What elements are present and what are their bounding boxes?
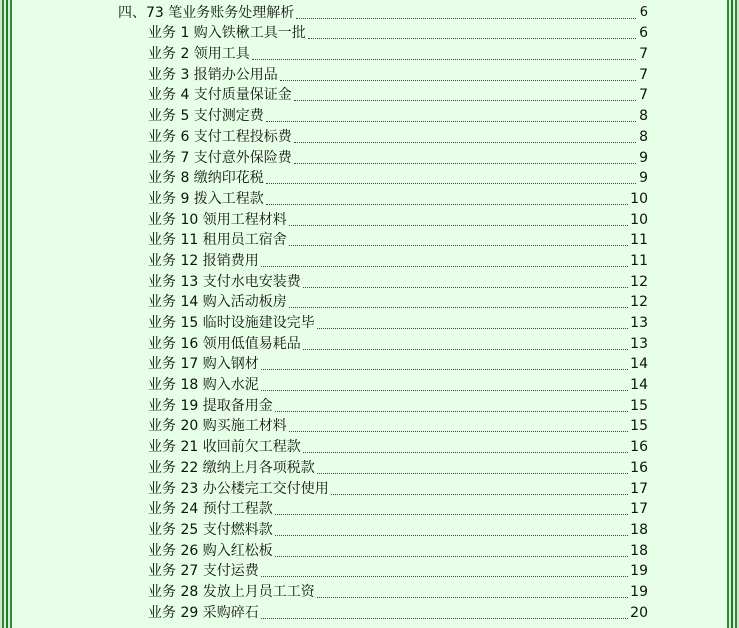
toc-entry-list: [118, 23, 648, 623]
dot-leader: [289, 244, 628, 246]
toc-heading-page: 6: [639, 4, 648, 20]
toc-entry-title: 业务 12 报销费用: [148, 252, 259, 269]
toc-entry-title: 业务 4 支付质量保证金: [148, 87, 292, 104]
dot-leader: [261, 368, 628, 370]
toc-entry[interactable]: [118, 416, 648, 437]
dot-leader: [303, 451, 628, 453]
toc-entry[interactable]: [118, 105, 648, 126]
toc-entry[interactable]: [118, 271, 648, 292]
toc-entry[interactable]: [118, 581, 648, 602]
toc-entry[interactable]: [118, 374, 648, 395]
toc-entry[interactable]: [118, 43, 648, 64]
toc-entry[interactable]: [118, 312, 648, 333]
toc-entry-page: 14: [630, 377, 648, 394]
toc-entry-page: 13: [630, 335, 648, 352]
toc-entry-title: 业务 1 购入铁楸工具一批: [148, 25, 306, 42]
toc-heading-text: 四、73 笔业务账务处理解析: [118, 4, 295, 21]
toc-entry-page: 6: [639, 25, 648, 42]
toc-entry[interactable]: [118, 540, 648, 561]
toc-entry-title: 业务 9 拨入工程款: [148, 190, 264, 207]
toc-entry-page: 18: [630, 542, 648, 559]
toc-entry[interactable]: [118, 499, 648, 520]
dot-leader: [275, 410, 628, 412]
toc-entry-page: 12: [630, 294, 648, 311]
toc-entry[interactable]: [118, 561, 648, 582]
dot-leader: [303, 286, 628, 288]
toc-entry[interactable]: [118, 292, 648, 313]
toc-entry-page: 8: [639, 128, 648, 145]
toc-entry-title: 业务 28 发放上月员工工资: [148, 583, 315, 600]
toc-entry-title: 业务 21 收回前欠工程款: [148, 439, 301, 456]
toc-entry-page: 9: [639, 149, 648, 166]
toc-entry[interactable]: [118, 188, 648, 209]
toc-entry[interactable]: [118, 23, 648, 44]
toc-entry-page: 16: [630, 459, 648, 476]
toc-entry[interactable]: [118, 147, 648, 168]
toc-entry-title: 业务 15 临时设施建设完毕: [148, 315, 315, 331]
dot-leader: [261, 265, 628, 267]
dot-leader: [289, 430, 628, 432]
toc-entry-page: 16: [630, 439, 648, 456]
toc-entry[interactable]: [118, 168, 648, 189]
toc-entry[interactable]: [118, 209, 648, 230]
toc-entry-title: 业务 26 购入红松板: [148, 542, 273, 559]
toc-entry-page: 19: [630, 583, 648, 600]
toc-entry-page: 15: [630, 397, 648, 414]
toc-entry-page: 12: [630, 273, 648, 290]
toc-entry-title: 业务 29 采购碎石: [148, 604, 259, 621]
toc-heading-row[interactable]: [118, 2, 648, 23]
toc-entry[interactable]: [118, 395, 648, 416]
toc-entry[interactable]: [118, 85, 648, 106]
toc-entry-page: 13: [630, 315, 648, 331]
toc-entry-page: 7: [639, 66, 648, 83]
toc-entry[interactable]: [118, 64, 648, 85]
dot-leader: [317, 472, 628, 474]
toc-entry-page: 8: [639, 108, 648, 125]
toc-entry-title: 业务 2 领用工具: [148, 46, 250, 63]
toc-entry-title: 业务 19 提取备用金: [148, 397, 273, 414]
toc-entry-title: 业务 11 租用员工宿舍: [148, 232, 287, 249]
dot-leader: [261, 575, 628, 577]
toc-entry-page: 17: [630, 501, 648, 518]
toc-entry-title: 业务 8 缴纳印花税: [148, 170, 264, 187]
toc-entry-title: 业务 3 报销办公用品: [148, 66, 278, 83]
toc-entry[interactable]: [118, 250, 648, 271]
toc-entry-title: 业务 17 购入钢材: [148, 356, 259, 373]
toc-entry-title: 业务 13 支付水电安装费: [148, 273, 301, 290]
toc-entry-title: 业务 6 支付工程投标费: [148, 128, 292, 145]
toc-entry-page: 20: [630, 604, 648, 621]
toc-entry[interactable]: [118, 478, 648, 499]
dot-leader: [275, 555, 628, 557]
right-decorative-border: [723, 0, 739, 628]
dot-leader: [317, 596, 628, 598]
toc-entry-title: 业务 25 支付燃料款: [148, 521, 273, 538]
dot-leader: [294, 162, 636, 164]
toc-entry-title: 业务 18 购入水泥: [148, 377, 259, 394]
toc-entry-title: 业务 22 缴纳上月各项税款: [148, 459, 315, 476]
table-of-contents: [118, 2, 648, 623]
dot-leader: [294, 141, 636, 143]
dot-leader: [308, 37, 636, 39]
toc-entry-page: 10: [630, 190, 648, 207]
toc-entry[interactable]: [118, 519, 648, 540]
dot-leader: [303, 348, 628, 350]
toc-entry-page: 18: [630, 521, 648, 538]
toc-entry-page: 14: [630, 356, 648, 373]
toc-entry-title: 业务 10 领用工程材料: [148, 211, 287, 228]
toc-entry-page: 7: [639, 46, 648, 63]
toc-entry-page: 17: [630, 480, 648, 497]
toc-entry-title: 业务 7 支付意外保险费: [148, 149, 292, 166]
toc-entry[interactable]: [118, 602, 648, 623]
toc-entry[interactable]: [118, 436, 648, 457]
toc-entry-page: 19: [630, 563, 648, 580]
toc-entry-title: 业务 14 购入活动板房: [148, 294, 287, 311]
dot-leader: [317, 327, 628, 329]
toc-entry[interactable]: [118, 457, 648, 478]
dot-leader: [252, 58, 636, 60]
dot-leader: [275, 513, 628, 515]
toc-entry-page: 11: [630, 232, 648, 249]
dot-leader: [294, 99, 636, 101]
dot-leader: [289, 224, 628, 226]
dot-leader: [296, 17, 636, 19]
toc-entry-title: 业务 5 支付测定费: [148, 108, 264, 125]
left-decorative-border: [0, 0, 16, 628]
toc-entry-title: 业务 27 支付运费: [148, 563, 259, 580]
toc-entry[interactable]: [118, 230, 648, 251]
toc-entry[interactable]: [118, 126, 648, 147]
dot-leader: [261, 389, 628, 391]
dot-leader: [266, 120, 636, 122]
dot-leader: [261, 617, 628, 619]
dot-leader: [266, 182, 636, 184]
toc-entry-page: 7: [639, 87, 648, 104]
dot-leader: [289, 306, 628, 308]
toc-entry-page: 11: [630, 252, 648, 269]
toc-entry-page: 9: [639, 170, 648, 187]
dot-leader: [266, 203, 628, 205]
toc-entry-title: 业务 20 购买施工材料: [148, 418, 287, 435]
toc-entry-page: 15: [630, 418, 648, 435]
toc-entry-title: 业务 23 办公楼完工交付使用: [148, 480, 329, 497]
dot-leader: [275, 534, 628, 536]
toc-entry[interactable]: [118, 333, 648, 354]
toc-entry[interactable]: [118, 354, 648, 375]
dot-leader: [331, 493, 628, 495]
toc-entry-title: 业务 24 预付工程款: [148, 501, 273, 518]
toc-entry-title: 业务 16 领用低值易耗品: [148, 335, 301, 352]
toc-entry-page: 10: [630, 211, 648, 228]
dot-leader: [280, 79, 636, 81]
